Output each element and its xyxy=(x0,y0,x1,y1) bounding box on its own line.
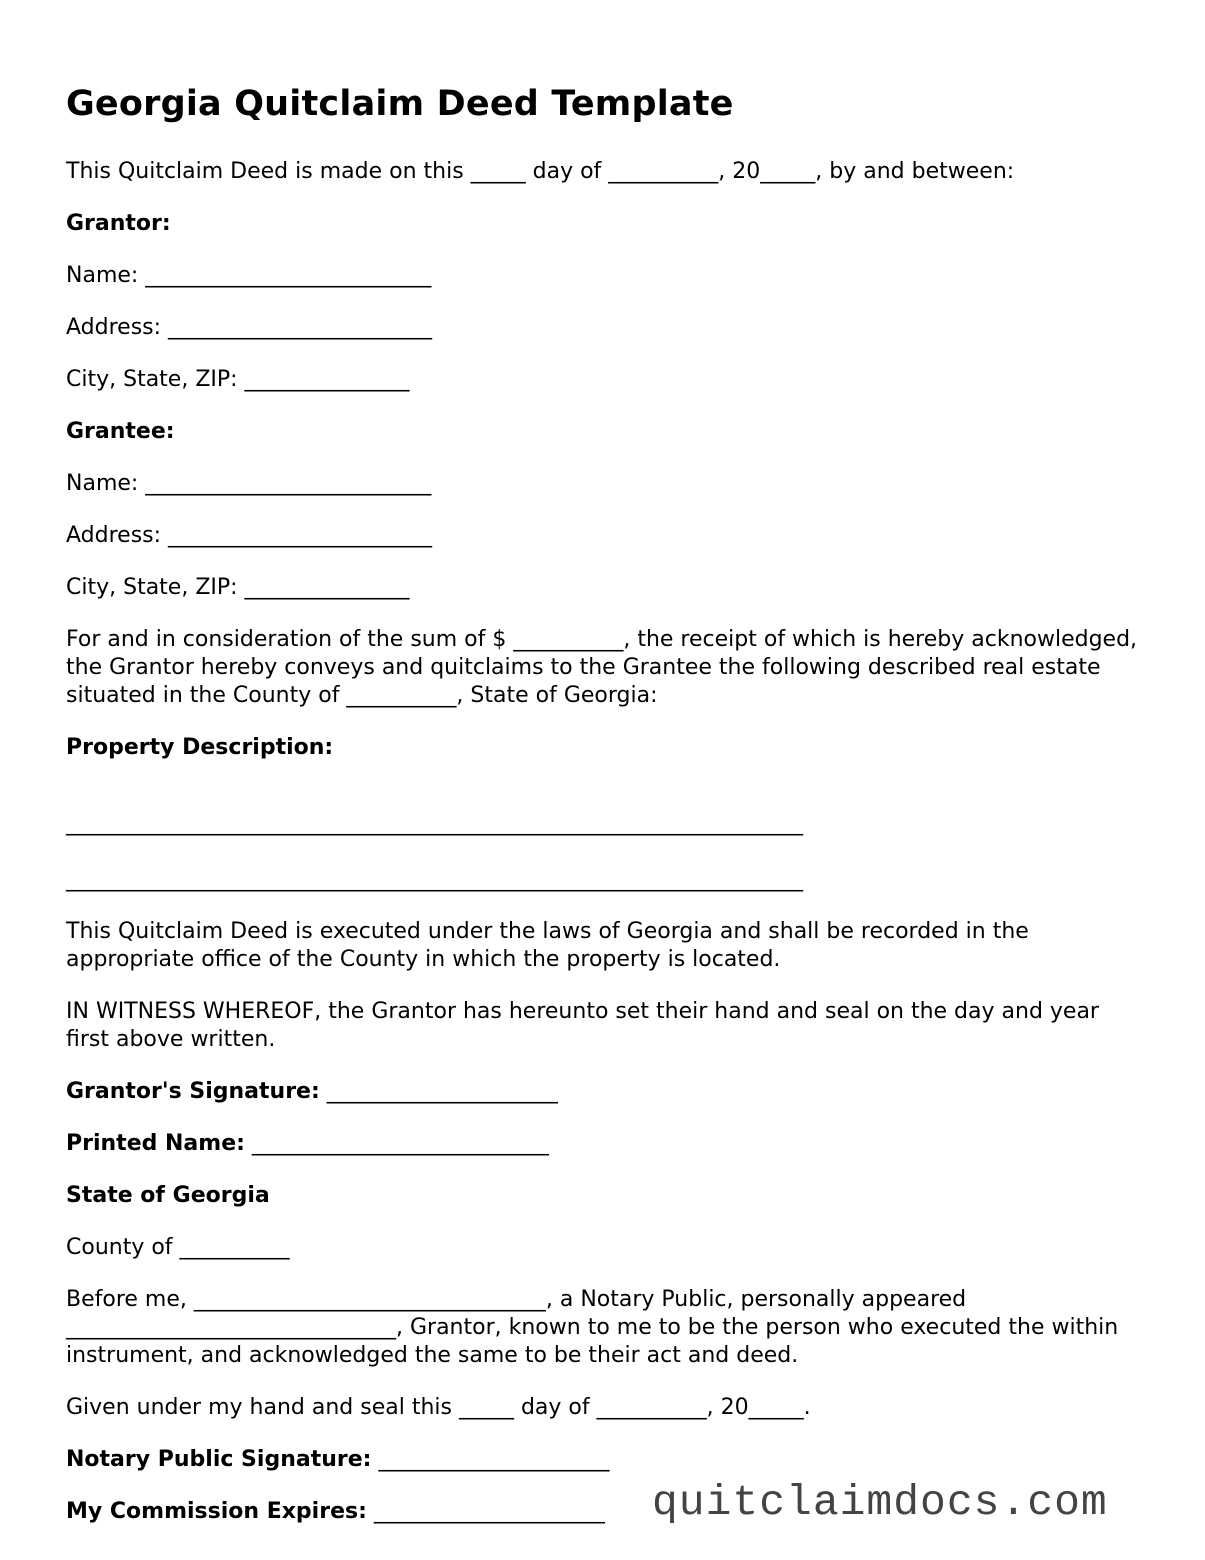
grantee-heading: Grantee: xyxy=(66,419,175,444)
printed-name-label: Printed Name: xyxy=(66,1131,245,1156)
grantee-name-field: Name: __________________________ xyxy=(66,471,432,496)
notary-state-heading: State of Georgia xyxy=(66,1183,270,1208)
notary-county-field: County of __________ xyxy=(66,1235,290,1260)
grantor-heading: Grantor: xyxy=(66,211,171,236)
consideration-paragraph: For and in consideration of the sum of $ __________, the receipt of which is hereby acknowledged, the Grantor hereby conveys and quitclaims to the Grantee the following described real estate situated in the County of __________, State of Georgia: xyxy=(66,627,1138,708)
commission-expires-label: My Commission Expires: xyxy=(66,1499,367,1524)
notary-given-paragraph: Given under my hand and seal this _____ day of __________, 20_____. xyxy=(66,1395,811,1420)
notary-acknowledgment-paragraph: Before me, ________________________________, a Notary Public, personally appeared ______________________________, Grantor, known to me to be the person who executed the within instrument, and acknowledged the same to be their act and deed. xyxy=(66,1287,1119,1368)
grantor-signature-label: Grantor's Signature: xyxy=(66,1079,320,1104)
grantor-signature-line: _____________________ xyxy=(326,1079,558,1104)
printed-name-row xyxy=(66,1130,1146,1158)
page-title: Georgia Quitclaim Deed Template xyxy=(66,84,734,124)
property-line-1: ___________________________________________________________________ xyxy=(66,811,803,836)
grantee-city-field: City, State, ZIP: _______________ xyxy=(66,575,410,600)
commission-expires-line: _____________________ xyxy=(373,1499,605,1524)
printed-name-line: ___________________________ xyxy=(251,1131,549,1156)
witness-paragraph: IN WITNESS WHEREOF, the Grantor has hereunto set their hand and seal on the day and year first above written. xyxy=(66,999,1099,1052)
notary-signature-line: _____________________ xyxy=(378,1447,610,1472)
grantor-signature-row xyxy=(66,1078,1146,1106)
grantor-city-field: City, State, ZIP: _______________ xyxy=(66,367,410,392)
notary-signature-row xyxy=(66,1446,1146,1474)
notary-signature-label: Notary Public Signature: xyxy=(66,1447,372,1472)
intro-paragraph: This Quitclaim Deed is made on this _____ day of __________, 20_____, by and between: xyxy=(66,159,1015,184)
deed-document xyxy=(66,80,1146,1550)
grantor-name-field: Name: __________________________ xyxy=(66,263,432,288)
property-heading: Property Description: xyxy=(66,735,334,760)
property-line-2: ___________________________________________________________________ xyxy=(66,867,803,892)
grantor-address-field: Address: ________________________ xyxy=(66,315,433,340)
laws-paragraph: This Quitclaim Deed is executed under the laws of Georgia and shall be recorded in the appropriate office of the County in which the property is located. xyxy=(66,919,1029,972)
grantee-address-field: Address: ________________________ xyxy=(66,523,433,548)
watermark: quitclaimdocs.com xyxy=(652,1478,1108,1527)
